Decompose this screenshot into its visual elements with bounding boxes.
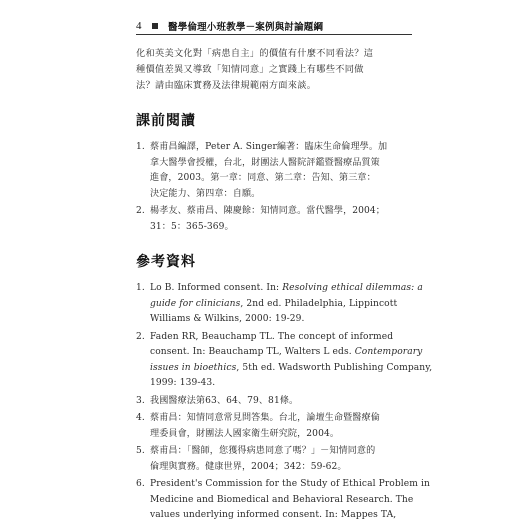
- item-line: [150, 508, 416, 524]
- text-segment: 理委員會，財團法人國家衛生研究院，2004。: [150, 428, 340, 439]
- item-number: 1.: [136, 142, 145, 152]
- text-segment: consent. In: Beauchamp TL, Walters L eds.: [150, 347, 355, 357]
- text-segment: President's Commission for the Study of Ethical Problem in: [150, 479, 430, 489]
- header-square-icon: [152, 23, 158, 29]
- italic-text: guide for clinicians: [150, 298, 241, 309]
- text-segment: , 2nd ed. Philadelphia, Lippincott: [240, 298, 398, 309]
- item-line: 進會，2003。第一章：同意、第二章：告知、第三章：: [150, 173, 376, 183]
- italic-text: Resolving ethical dilemmas: a: [282, 283, 423, 293]
- list-item: [136, 204, 416, 235]
- list-item: [136, 411, 416, 442]
- item-number: 2.: [136, 331, 145, 342]
- page-content: [136, 46, 433, 526]
- text-segment: 1999: 139-43.: [150, 378, 216, 388]
- text-segment: values underlying informed consent. In: Mappes TA,: [150, 510, 397, 520]
- book-title: 醫學倫理小班教學－案例與討論題綱: [168, 22, 324, 33]
- text-segment: 我國醫療法第63、64、79、81條。: [150, 395, 299, 406]
- text-segment: Medicine and Biomedical and Behavioral Research. The: [150, 494, 414, 505]
- text-segment: Faden RR, Beauchamp TL. The concept of informed: [150, 331, 394, 342]
- pre-reading-heading: 課前閱讀: [136, 113, 196, 129]
- item-line: 決定能力、第四章：自願。: [150, 188, 261, 199]
- item-line: 拿大醫學會授權，台北，財團法人醫院評鑑暨醫療品質策: [150, 157, 380, 168]
- intro-paragraph: [136, 46, 416, 94]
- text-segment: , 5th ed. Wadsworth Publishing Company,: [236, 362, 433, 373]
- list-item: [136, 444, 416, 475]
- text-segment: Lo B. Informed consent. In:: [150, 283, 283, 293]
- intro-line: 法？請由臨床實務及法律規範兩方面來談。: [136, 80, 317, 91]
- list-item: [136, 330, 433, 392]
- text-segment: 倫理與實務。健康世界，2004；342：59-62。: [150, 461, 347, 472]
- item-line: [150, 330, 416, 346]
- item-line: [150, 493, 416, 509]
- list-item: [136, 394, 416, 410]
- intro-line: 化和英美文化對「病患自主」的價值有什麼不同看法？這: [136, 48, 374, 59]
- item-number: 4.: [136, 413, 145, 423]
- item-line: [150, 460, 416, 476]
- intro-line: 種價值差異又導致「知情同意」之實踐上有哪些不同做: [136, 64, 364, 75]
- page-number: 4: [136, 20, 142, 32]
- item-number: 3.: [136, 395, 145, 406]
- item-line: [150, 297, 416, 313]
- references-heading: 參考資料: [136, 254, 196, 270]
- item-line: [150, 444, 416, 460]
- item-line: [150, 411, 416, 427]
- item-number: 1.: [136, 283, 145, 293]
- item-line: 31：5：365-369。: [150, 221, 234, 232]
- item-line: 楊孝友、蔡甫昌、陳慶餘：知情同意。當代醫學，2004；: [150, 206, 385, 216]
- text-segment: 蔡甫昌：知情同意常見問答集。台北，論壇生命暨醫療倫: [150, 413, 380, 423]
- item-line: [150, 427, 416, 443]
- item-line: [150, 345, 423, 361]
- item-number: 6.: [136, 479, 145, 489]
- item-line: [150, 361, 433, 377]
- item-line: [150, 376, 416, 392]
- item-line: [150, 477, 430, 493]
- item-line: [150, 281, 423, 297]
- pre-reading-list: [136, 140, 416, 235]
- text-segment: Williams & Wilkins, 2000: 19-29.: [150, 314, 305, 324]
- item-line: [150, 394, 416, 410]
- item-number: 2.: [136, 206, 145, 216]
- text-segment: 蔡甫昌：「醫師，您獲得病患同意了嗎？」－知情同意的: [150, 446, 376, 456]
- list-item: [136, 140, 416, 202]
- running-header: [136, 18, 412, 35]
- item-line: [150, 312, 416, 328]
- italic-text: issues in bioethics: [150, 362, 237, 373]
- list-item: [136, 477, 430, 524]
- item-number: 5.: [136, 446, 145, 456]
- list-item: [136, 281, 423, 328]
- italic-text: Contemporary: [354, 347, 423, 357]
- item-line: 蔡甫昌編譯，Peter A. Singer編著：臨床生命倫理學。加: [150, 142, 388, 152]
- references-list: [136, 281, 433, 524]
